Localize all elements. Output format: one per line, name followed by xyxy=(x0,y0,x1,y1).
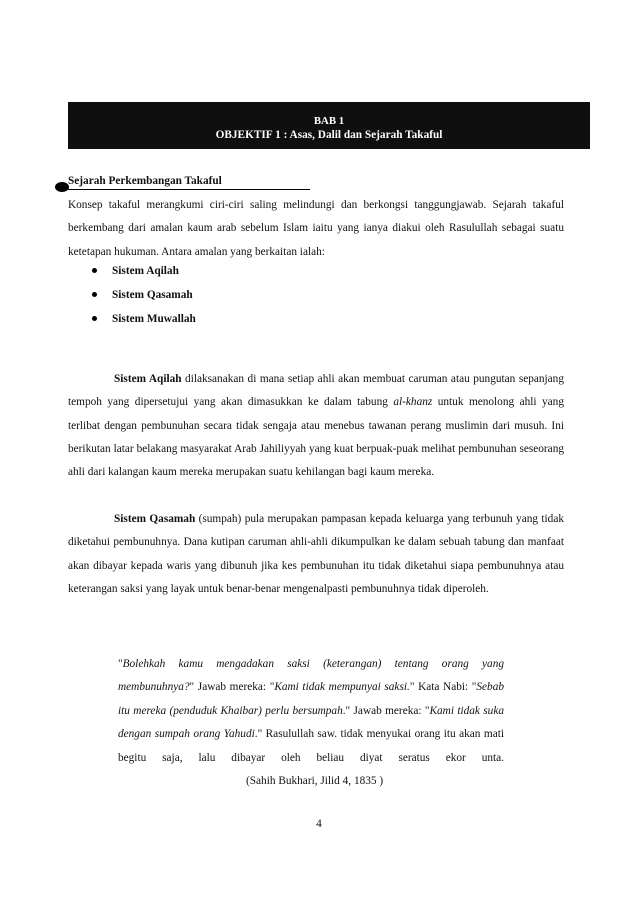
hadith-citation: (Sahih Bukhari, Jilid 4, 1835 ) xyxy=(246,775,384,788)
list-item: Sistem Qasamah xyxy=(92,284,196,308)
qasamah-paragraph: Sistem Qasamah (sumpah) pula merupakan pampasan kepada keluarga yang terbunuh yang tidak diketahui pembunuhnya. Dana kutipan caruman ahli-ahli dikumpulkan ke dalam sebuah tabung dan manfaat akan dibayar kepada waris yang dibunuh jika kes pembunuhan itu tidak diketahui siapa pembunuhnya atau keterangan saksi yang layak untuk benar-benar mengenalpasti pembunuhnya tidak diperoleh. xyxy=(68,513,564,595)
alkhanz-term: al-khanz xyxy=(393,396,433,409)
section-marker xyxy=(55,182,69,192)
section-heading: Sejarah Perkembangan Takaful xyxy=(68,175,222,187)
bullet-icon xyxy=(92,316,97,321)
systems-list xyxy=(92,260,196,332)
chapter-title: OBJEKTIF 1 : Asas, Dalil dan Sejarah Takaful xyxy=(215,129,443,141)
aqilah-term: Sistem Aqilah xyxy=(114,373,182,385)
heading-underline xyxy=(68,189,310,190)
qasamah-term: Sistem Qasamah xyxy=(114,513,196,525)
bullet-icon xyxy=(92,292,97,297)
page-number: 4 xyxy=(316,818,322,830)
list-item: Sistem Aqilah xyxy=(92,260,196,284)
bullet-icon xyxy=(92,268,97,273)
list-item: Sistem Muwallah xyxy=(92,308,196,332)
aqilah-paragraph: Sistem Aqilah dilaksanakan di mana setiap ahli akan membuat caruman atau pungutan sepanjang tempoh yang dipersetujui yang akan dimasukkan ke dalam tabung al-khanz untuk menolong ahli yang terlibat dengan pembunuhan secara tidak sengaja atau menebus tawanan perang muslimin dari musuh. Ini berikutan latar belakang masyarakat Arab Jahiliyyah yang kuat berpuak-puak melihat pembunuhan seseorang ahli dari kalangan kaum mereka merupakan suatu kehilangan bagi kaum mereka. xyxy=(68,373,564,479)
chapter-header xyxy=(68,102,590,149)
intro-paragraph: Konsep takaful merangkumi ciri-ciri saling melindungi dan berkongsi tanggungjawab. Sejarah takaful berkembang dari amalan kaum arab sebelum Islam iaitu yang ianya diakui oleh Rasulullah sebagai suatu ketetapan hukuman. Antara amalan yang berkaitan ialah: xyxy=(68,199,564,258)
chapter-number: BAB 1 xyxy=(313,115,345,127)
hadith-quote: "Bolehkah kamu mengadakan saksi (keterangan) tentang orang yang membunuhnya?" Jawab mereka: "Kami tidak mempunyai saksi." Kata Nabi: "Sebab itu mereka (penduduk Khaibar) perlu bersumpah." Jawab mereka: "Kami tidak suka dengan sumpah orang Yahudi." Rasulullah saw. tidak menyukai orang itu akan mati begitu saja, lalu dibayar oleh beliau diyat seratus ekor unta.(Sahih Bukhari, Jilid 4, 1835 ) xyxy=(118,653,504,793)
